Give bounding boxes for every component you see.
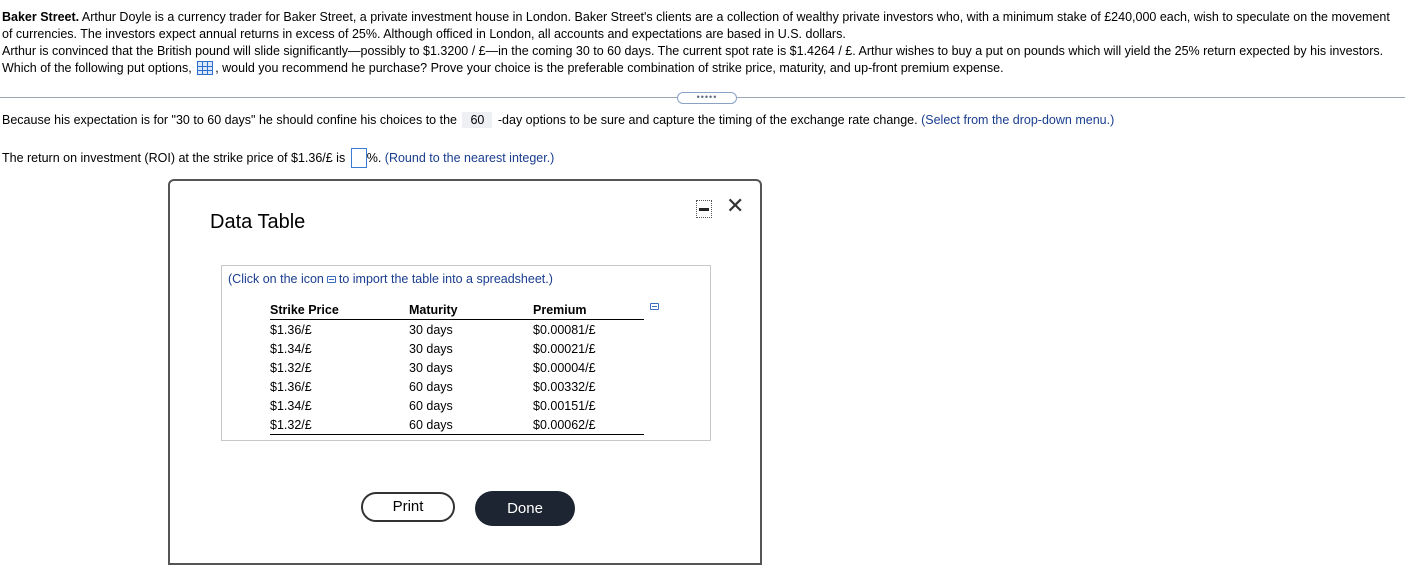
put-options-table — [270, 300, 644, 435]
question-1 — [2, 112, 1114, 128]
table-row — [270, 396, 644, 415]
maturity-cell: 60 days — [409, 417, 453, 432]
expand-button[interactable]: ••••• — [677, 92, 737, 104]
table-row — [270, 339, 644, 358]
problem-statement — [2, 9, 1397, 77]
question-2-text: The return on investment (ROI) at the strike price of $1.36/£ is — [2, 151, 346, 165]
column-header-strike: Strike Price — [270, 302, 339, 317]
problem-paragraph-2 — [2, 43, 1397, 77]
data-table-dialog — [168, 179, 762, 565]
maturity-cell: 30 days — [409, 360, 453, 375]
question-1-text-after: -day options to be sure and capture the timing of the exchange rate change. — [497, 113, 918, 127]
strike-cell: $1.32/£ — [270, 360, 312, 375]
print-button[interactable]: Print — [361, 492, 455, 522]
problem-text-3: , would you recommend he purchase? Prove your choice is the preferable combination of strike price, maturity, and up-front premium expense. — [215, 61, 1004, 75]
maturity-dropdown[interactable]: 60 — [462, 112, 492, 128]
strike-cell: $1.36/£ — [270, 379, 312, 394]
problem-text-2: Arthur is convinced that the British pound will slide significantly—possibly to $1.3200 / £—in the coming 30 to 60 days. The current spot rate is $1.4264 / £. Arthur wishes to buy a put on pounds which will yield the 25% return expected by his investors. Which of the following put options, — [2, 44, 1384, 75]
premium-cell: $0.00332/£ — [533, 379, 596, 394]
import-note — [228, 272, 553, 286]
maturity-cell: 30 days — [409, 341, 453, 356]
premium-cell: $0.00151/£ — [533, 398, 596, 413]
dialog-title: Data Table — [210, 211, 306, 233]
export-table-icon[interactable] — [650, 303, 659, 310]
premium-cell: $0.00062/£ — [533, 417, 596, 432]
column-header-maturity: Maturity — [409, 302, 458, 317]
question-1-hint: (Select from the drop-down menu.) — [921, 113, 1115, 127]
problem-text-1: Arthur Doyle is a currency trader for Baker Street, a private investment house in London. Baker Street's clients are a collection of wealthy private investors who, with a minimum stake of £240,000 each, wish to speculate on the movement of currencies. The investors expect annual returns in excess of 25%. Although officed in London, all accounts and expectations are based in U.S. dollars. — [2, 10, 1390, 41]
strike-cell: $1.36/£ — [270, 322, 312, 337]
table-row — [270, 358, 644, 377]
question-2-hint: (Round to the nearest integer.) — [384, 151, 555, 165]
percent-sign: %. — [366, 151, 382, 165]
column-header-premium: Premium — [533, 302, 587, 317]
close-icon[interactable]: ✕ — [726, 193, 745, 218]
premium-cell: $0.00021/£ — [533, 341, 596, 356]
done-button[interactable]: Done — [475, 491, 575, 526]
table-row — [270, 377, 644, 396]
strike-cell: $1.34/£ — [270, 341, 312, 356]
minimize-icon[interactable] — [696, 200, 712, 218]
table-row — [270, 415, 644, 435]
problem-title: Baker Street. — [2, 10, 80, 24]
problem-paragraph-1 — [2, 9, 1397, 43]
strike-cell: $1.34/£ — [270, 398, 312, 413]
roi-answer-input[interactable] — [351, 148, 367, 168]
table-row — [270, 320, 644, 340]
maturity-cell: 30 days — [409, 322, 453, 337]
maturity-cell: 60 days — [409, 398, 453, 413]
data-table-panel — [221, 265, 711, 441]
spreadsheet-icon[interactable] — [327, 276, 336, 283]
strike-cell: $1.32/£ — [270, 417, 312, 432]
import-note-text-2: to import the table into a spreadsheet.) — [338, 272, 553, 286]
data-table-icon[interactable] — [197, 61, 213, 75]
maturity-cell: 60 days — [409, 379, 453, 394]
premium-cell: $0.00004/£ — [533, 360, 596, 375]
question-2 — [2, 148, 554, 168]
table-header-row — [270, 300, 644, 320]
premium-cell: $0.00081/£ — [533, 322, 596, 337]
question-1-text: Because his expectation is for "30 to 60 days" he should confine his choices to the — [2, 113, 457, 127]
import-note-text: (Click on the icon — [228, 272, 324, 286]
